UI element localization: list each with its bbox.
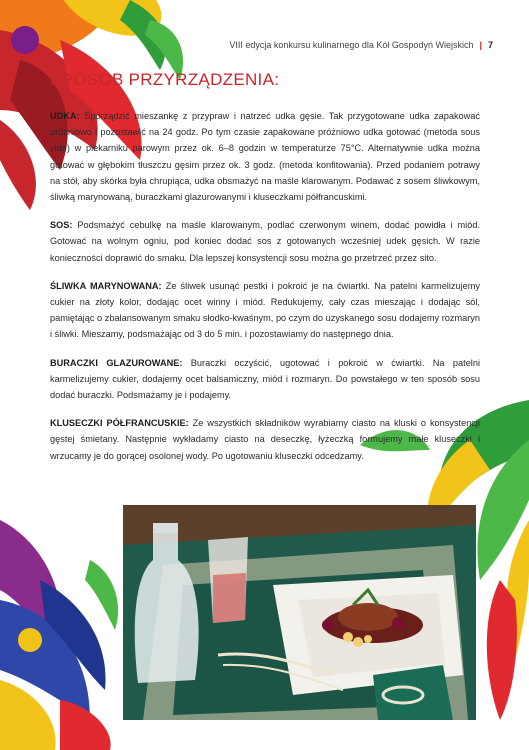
paragraph-text: Podsmażyć cebulkę na maśle klarowanym, podlać czerwonym winem, dodać powidła i miód. Gotować na wolnym ogniu, pod koniec dodać sos z gotowanych wcześniej udek gęsich. W razie konieczności doprawić do smaku. Dla lepszej konsystencji sosu można go przetrzeć przez sito. [50,220,480,263]
page-number: 7 [487,40,493,50]
dish-photo [123,505,476,720]
running-header [229,40,493,50]
paragraph-udka [50,108,480,205]
running-title: VIII edycja konkursu kulinarnego dla Kół Gospodyń Wiejskich [229,40,474,50]
section-title: SPOSÓB PRZYRZĄDZENIA: [50,70,280,89]
header-separator: | [479,40,482,50]
paragraph-text: Ze śliwek usunąć pestki i pokroić je na ćwiartki. Na patelni karmelizujemy cukier na złoty kolor, dodając ocet winny i miód. Redukujemy, cały czas mieszając i dodając sól, pamiętając o zbalansowanym smaku słodko-kwaśnym, po czym do uzyskanego sosu dodajemy rozmaryn i śliwki. Mieszamy, podsmażając od 3 do 5 min. i pozostawiamy do następnego dnia. [50,280,480,340]
paragraph-text: Sporządzić mieszankę z przypraw i natrzeć udka gęsie. Tak przygotowane udka zapakować próżniowo i pozostawić na 24 godz. Po tym czasie zapakowane próżniowo udka gotować (metoda sous vide) w piekarniku parowym przez ok. 6–8 godzin w temperaturze 75°C. Alternatywnie udka można gotować w głębokim tłuszczu gęsim przez ok. 3 godz. (metoda konfitowania). Przed podaniem potrawy na stół, aby skórka była chrupiąca, udka obsmażyć na maśle klarowanym. Podawać z sosem śliwkowym, śliwką marynowaną, buraczkami glazurowanymi i kluseczkami półfrancuskimi. [50,111,480,203]
bottom-left-flower-icon [0,520,118,750]
paragraph-text: Buraczki oczyścić, ugotować i pokroić w ćwiartki. Na patelni karmelizujemy cukier, dodajemy ocet balsamiczny, miód i rozmaryn. Do powstałego w ten sposób sosu dodać buraczki. Podsmażamy je i podajemy. [50,357,480,401]
paragraph-heading: SOS: [50,220,73,231]
paragraph-text: Ze wszystkich składników wyrabiamy ciasto na kluski o konsystencji gęstej śmietany. Następnie wykładamy ciasto na deseczkę, łyżeczką formujemy małe kluseczki i wrzucamy je do gorącej osolonej wody. Po ugotowaniu kluseczki odcedzamy. [50,418,480,461]
paragraph-heading: BURACZKI GLAZUROWANE: [50,357,183,368]
paragraph-sliwka [50,278,480,343]
paragraph-kluseczki [50,415,480,464]
paragraph-heading: UDKA: [50,111,80,121]
paragraph-heading: ŚLIWKA MARYNOWANA: [50,280,162,291]
recipe-steps [50,108,480,476]
paragraph-buraczki [50,355,480,404]
glass-icon [208,537,248,623]
dish-photo-image [123,505,476,720]
paragraph-heading: KLUSECZKI PÓŁFRANCUSKIE: [50,418,189,429]
paragraph-sos [50,217,480,266]
